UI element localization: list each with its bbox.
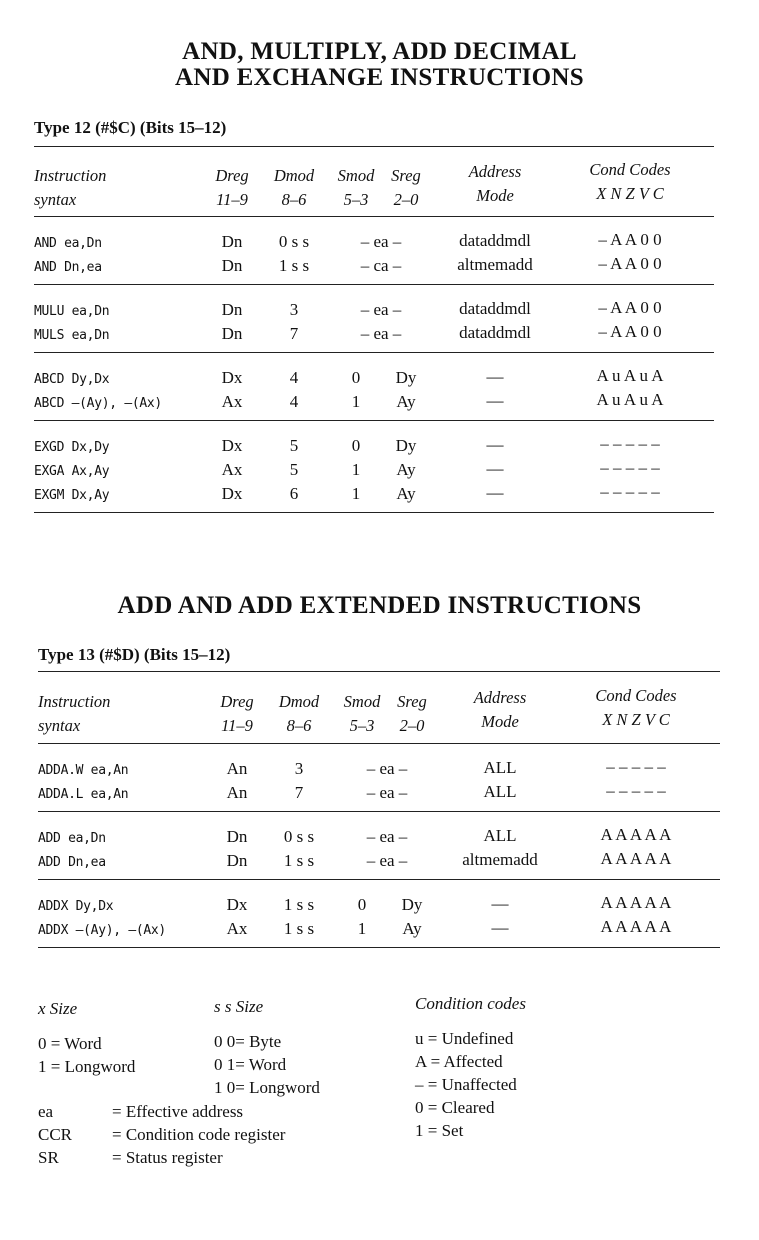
cell-syntax: EXGD Dx,Dy [34, 440, 110, 455]
cell-mode: altmemadd [457, 255, 533, 274]
cell-syntax: ADDA.L ea,An [38, 787, 129, 802]
legend-x-size-title: x Size [38, 999, 78, 1018]
legend-ss-size-item: 1 0= Longword [214, 1078, 320, 1097]
cell-dreg: Dn [221, 300, 243, 319]
cell-dmod: 0 s s [278, 232, 310, 251]
cell-mode: — [486, 483, 504, 502]
legend-abbrev-key: SR [38, 1148, 59, 1167]
cell-smod: – ea – [360, 300, 402, 319]
header-mode: Mode [476, 186, 514, 205]
legend-abbrev-value: = Effective address [112, 1102, 244, 1121]
cell-cond-codes: – A A 0 0 [598, 298, 662, 317]
cell-sreg: Ay [396, 484, 416, 503]
cell-dmod: 0 s s [283, 827, 315, 846]
header-instruction: Instruction [38, 692, 111, 711]
cell-mode: ALL [483, 758, 517, 777]
cell-syntax: ADD Dn,ea [38, 855, 106, 870]
cell-mode: — [491, 894, 509, 913]
header-smod-bits: 5–3 [349, 716, 375, 735]
cell-cond-codes: A A A A A [600, 917, 672, 936]
table-rule [34, 146, 714, 147]
header-cond-codes: Cond Codes [595, 686, 677, 705]
header-dmod-bits: 8–6 [281, 190, 307, 209]
header-cond-codes: Cond Codes [589, 160, 671, 179]
cell-syntax: EXGM Dx,Ay [34, 488, 110, 503]
cell-mode: — [486, 367, 504, 386]
legend-abbrev-value: = Condition code register [112, 1125, 286, 1144]
cell-dreg: Ax [226, 919, 248, 938]
cell-mode: — [486, 435, 504, 454]
table-rule [34, 512, 714, 513]
cell-sreg: Ay [396, 460, 416, 479]
table-rule [34, 216, 714, 217]
cell-syntax: AND ea,Dn [34, 236, 102, 251]
header-smod: Smod [337, 166, 375, 185]
legend-abbrev-key: ea [38, 1102, 54, 1121]
header-smod: Smod [343, 692, 381, 711]
header-dmod: Dmod [273, 166, 315, 185]
cell-syntax: MULU ea,Dn [34, 304, 110, 319]
cell-syntax: ADDX –(Ay), –(Ax) [38, 923, 166, 938]
cell-cond-codes: A A A A A [600, 825, 672, 844]
cell-dmod: 1 s s [283, 919, 315, 938]
cell-dmod: 3 [294, 759, 304, 778]
table-rule [38, 743, 720, 744]
cell-dreg: An [226, 759, 248, 778]
legend-x-size-item: 1 = Longword [38, 1057, 136, 1076]
cell-smod: 1 [351, 460, 361, 479]
cell-smod: 0 [351, 436, 361, 455]
table-rule [34, 284, 714, 285]
cell-syntax: ADDA.W ea,An [38, 763, 129, 778]
cell-cond-codes: A u A u A [596, 390, 664, 409]
cell-dreg: Dn [226, 851, 248, 870]
cell-dmod: 7 [294, 783, 304, 802]
cell-syntax: AND Dn,ea [34, 260, 102, 275]
header-syntax: syntax [38, 716, 81, 735]
cell-cond-codes: A A A A A [600, 849, 672, 868]
cell-mode: — [486, 459, 504, 478]
header-syntax: syntax [34, 190, 77, 209]
header-mode: Mode [481, 712, 519, 731]
cell-cond-codes: – – – – – [600, 482, 660, 501]
cell-dmod: 1 s s [283, 851, 315, 870]
table-rule [34, 420, 714, 421]
legend-cond-item: 0 = Cleared [415, 1098, 495, 1117]
header-sreg-bits: 2–0 [393, 190, 419, 209]
cell-cond-codes: – – – – – [606, 757, 666, 776]
cell-dmod: 4 [289, 392, 299, 411]
legend-ss-size-item: 0 0= Byte [214, 1032, 282, 1051]
cell-dmod: 1 s s [283, 895, 315, 914]
cell-dmod: 3 [289, 300, 299, 319]
header-instruction: Instruction [34, 166, 107, 185]
cell-smod: 1 [351, 392, 361, 411]
cell-mode: dataddmdl [459, 231, 531, 250]
cell-smod: 0 [357, 895, 367, 914]
cell-cond-codes: A A A A A [600, 893, 672, 912]
header-dreg: Dreg [220, 692, 254, 711]
section1-type-label: Type 12 (#$C) (Bits 15–12) [34, 118, 227, 137]
header-dmod: Dmod [278, 692, 320, 711]
cell-dreg: Ax [221, 392, 243, 411]
cell-dreg: Dn [221, 232, 243, 251]
cell-smod: 0 [351, 368, 361, 387]
table-rule [38, 879, 720, 880]
table-rule [38, 671, 720, 672]
header-address: Address [473, 688, 527, 707]
cell-mode: ALL [483, 826, 517, 845]
cell-smod: – ea – [366, 759, 408, 778]
section1-title-line2: AND EXCHANGE INSTRUCTIONS [175, 64, 584, 91]
header-address: Address [468, 162, 522, 181]
cell-cond-codes: – – – – – [600, 434, 660, 453]
cell-cond-codes: – A A 0 0 [598, 230, 662, 249]
section2-type-label: Type 13 (#$D) (Bits 15–12) [38, 645, 231, 664]
legend-ss-size-title: s s Size [214, 997, 264, 1016]
cell-cond-codes: – – – – – [600, 458, 660, 477]
cell-dmod: 5 [289, 436, 299, 455]
header-smod-bits: 5–3 [343, 190, 369, 209]
cell-mode: dataddmdl [459, 299, 531, 318]
cell-sreg: Dy [395, 436, 417, 455]
header-flags: X N Z V C [596, 184, 664, 203]
cell-dreg: Dx [221, 436, 243, 455]
cell-dreg: Ax [221, 460, 243, 479]
cell-dreg: Dx [226, 895, 248, 914]
cell-syntax: ADDX Dy,Dx [38, 899, 114, 914]
cell-syntax: EXGA Ax,Ay [34, 464, 110, 479]
cell-dreg: Dn [221, 256, 243, 275]
cell-dreg: An [226, 783, 248, 802]
cell-smod: – ea – [366, 783, 408, 802]
cell-dmod: 4 [289, 368, 299, 387]
cell-mode: — [491, 918, 509, 937]
cell-cond-codes: – – – – – [606, 781, 666, 800]
cell-dreg: Dn [226, 827, 248, 846]
cell-syntax: MULS ea,Dn [34, 328, 110, 343]
legend-abbrev-value: = Status register [112, 1148, 223, 1167]
cell-syntax: ADD ea,Dn [38, 831, 106, 846]
legend-abbrev-key: CCR [38, 1125, 73, 1144]
cell-dmod: 5 [289, 460, 299, 479]
cell-smod: – ea – [366, 851, 408, 870]
header-dmod-bits: 8–6 [286, 716, 312, 735]
cell-mode: dataddmdl [459, 323, 531, 342]
cell-cond-codes: A u A u A [596, 366, 664, 385]
section2-title: ADD AND ADD EXTENDED INSTRUCTIONS [117, 592, 642, 619]
cell-cond-codes: – A A 0 0 [598, 254, 662, 273]
cell-dreg: Dx [221, 484, 243, 503]
section1-title-line1: AND, MULTIPLY, ADD DECIMAL [182, 38, 577, 65]
cell-smod: 1 [357, 919, 367, 938]
legend-cond-item: 1 = Set [415, 1121, 464, 1140]
header-sreg: Sreg [397, 692, 427, 711]
cell-mode: ALL [483, 782, 517, 801]
cell-dmod: 7 [289, 324, 299, 343]
cell-dreg: Dn [221, 324, 243, 343]
legend-ss-size-item: 0 1= Word [214, 1055, 287, 1074]
table-rule [38, 811, 720, 812]
header-sreg-bits: 2–0 [399, 716, 425, 735]
header-flags: X N Z V C [602, 710, 670, 729]
cell-dmod: 6 [289, 484, 299, 503]
legend-cond-item: u = Undefined [415, 1029, 514, 1048]
legend-cond-item: A = Affected [415, 1052, 503, 1071]
cell-smod: – ea – [366, 827, 408, 846]
cell-sreg: Dy [401, 895, 423, 914]
header-dreg: Dreg [215, 166, 249, 185]
cell-smod: – ea – [360, 324, 402, 343]
cell-syntax: ABCD –(Ay), –(Ax) [34, 396, 162, 411]
table-rule [34, 352, 714, 353]
cell-mode: — [486, 391, 504, 410]
cell-mode: altmemadd [462, 850, 538, 869]
header-dreg-bits: 11–9 [216, 190, 248, 209]
cell-smod: – ca – [360, 256, 402, 275]
cell-smod: 1 [351, 484, 361, 503]
cell-syntax: ABCD Dy,Dx [34, 372, 110, 387]
cell-sreg: Dy [395, 368, 417, 387]
header-dreg-bits: 11–9 [221, 716, 253, 735]
cell-dreg: Dx [221, 368, 243, 387]
header-sreg: Sreg [391, 166, 421, 185]
table-rule [38, 947, 720, 948]
cell-cond-codes: – A A 0 0 [598, 322, 662, 341]
cell-sreg: Ay [402, 919, 422, 938]
legend-x-size-item: 0 = Word [38, 1034, 102, 1053]
cell-dmod: 1 s s [278, 256, 310, 275]
legend-cond-item: – = Unaffected [415, 1075, 517, 1094]
cell-smod: – ea – [360, 232, 402, 251]
cell-sreg: Ay [396, 392, 416, 411]
legend-cond-title: Condition codes [415, 994, 526, 1013]
